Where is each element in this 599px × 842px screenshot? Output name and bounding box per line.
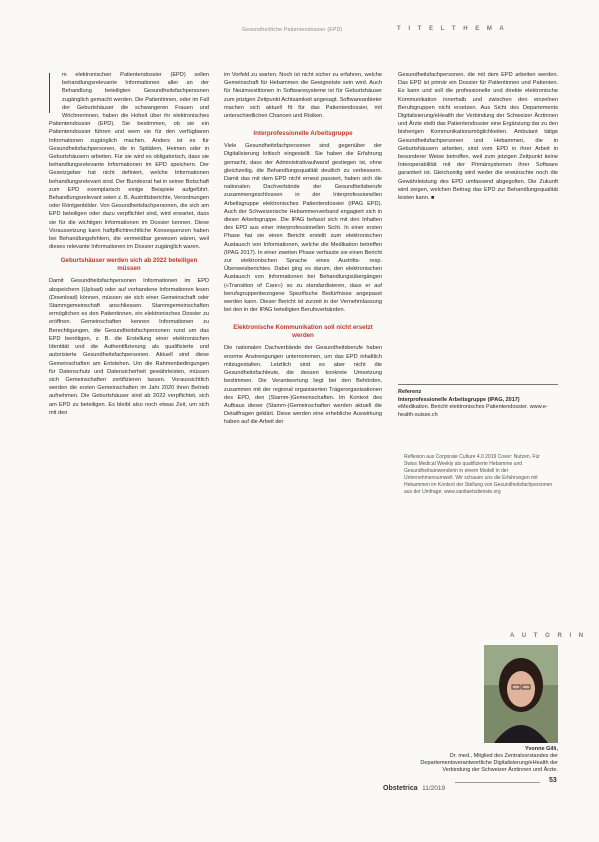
author-photo bbox=[484, 645, 558, 743]
reference-text: eMedikation. Bericht elektronisches Patientendossier. www.e-health-suisse.ch bbox=[398, 404, 548, 418]
section-heading-kommunikation: Elektronische Kommunikation soll nicht ersetzt werden bbox=[233, 324, 373, 340]
column-1 bbox=[49, 71, 209, 417]
publication-name: Obstetrica bbox=[383, 785, 418, 792]
footer-rule bbox=[455, 782, 540, 783]
reference-title: Interprofessionelle Arbeitsgruppe (IPAG, 2017) bbox=[398, 396, 520, 403]
page-number: 53 bbox=[549, 777, 557, 784]
drop-cap-line bbox=[49, 73, 58, 113]
running-title: Gesundheitliche Patientendossier (EPD) bbox=[242, 27, 343, 33]
body-paragraph: Gesundheitsfachpersonen, die mit dem EPD arbeiten werden. Das EPD ist primär ein Dossier für Patientinnen und Patienten. Es kann und soll die professionelle und direkte elektronische Kommunikation innerhalb und zwischen den einzelnen Berufsgruppen nicht ersetzen. Aus Sicht des Departements Digitalisierung/eHealth der Verbindung der Schweizer Ärztinnen und Ärzte stellt das Patientendossier eine Ergänzung dar zu den bisherigen Kommunikationsmöglichkeiten. Ambulant tätige Gesundheitsfachpersonen und Hebammen, die in Geburtshäusern arbeiten, sind vom EPD in ihrer Arbeit in besonderer Weise betroffen, weil zum jetzigen Zeitpunkt keine Interoperabilität mit der Primärsystemen ihrer Software garantiert ist. Gleichzeitig wird weder die erwünschte noch die Gewährleistung des EPD umfassend abgegolten. Die Zukunft wird zeigen, welchen Beitrag das EPD zur Behandlungsqualität leisten kann. ■ bbox=[398, 72, 558, 202]
section-heading-ipag: Interprofessionelle Arbeitsgruppe bbox=[253, 130, 353, 138]
column-2 bbox=[224, 71, 382, 427]
section-label: T I T E L T H E M A bbox=[397, 26, 507, 32]
footer-publication bbox=[383, 777, 445, 795]
body-paragraph: Viele Gesundheitsfachpersonen sind gegenüber der Digitalisierung kritisch eingestellt. Sie haben die Erfahrung gemacht, dass der Administrativaufwand gestiegen ist, ohne gleichzeitig, die Behandlungsqualität deutlich zu verbessern. Damit das mit dem EPD nicht erneut passiert, haben sich die nationalen Dachverbände der Gesundheitsberufe zusammengeschlossen in der Interprofessionellen Arbeitsgruppe elektronisches Patientendossier (IPAG EPD). Auch der Schweizerische Hebammenverband engagiert sich in dieser Arbeitsgruppe. Die IPAG befasst sich mit den Inhalten des EPD aus einer interprofessionellen Sicht. In einer ersten Phase hat sie einen Bericht erstellt zum elektronischen Austausch von Informationen, welche die Medikation betreffen (IPAG 2017). In einer zweiten Phase verfasste sie einen Bericht zur elektronischen Sprache eines Austritts- resp. Überweisberichtes. Dabei ging es darum, den elektronischen Austausch von Informationen bei Behandlungsübergängen («Transition of Care») so zu standardisieren, dass er auf berufsgruppenbezogene Spezifische Bedürfnisse angepasst werden kann. Dieser Bericht ist zurzeit in der Vernehmlassung bei den in der IPAG beteiligten Berufsverbänden. bbox=[224, 143, 382, 314]
reference-label: Referenz bbox=[398, 389, 422, 395]
issue-number: 11/2019 bbox=[422, 785, 446, 792]
column-3 bbox=[398, 71, 558, 202]
author-description: Dr. med., Mitglied des Zentralvorstandes der Departementsverantwortliche Digitalisierung/eHealth der Verbindung der Schweizer Ärztinnen und Ärzte. bbox=[420, 753, 558, 773]
author-caption bbox=[420, 746, 558, 774]
body-paragraph: Die nationalen Dachverbände der Gesundheitsberufe haben enorme Anstrengungen unternommen, um das EPD inhaltlich mitzugestalten. Letztlich sind es aber nicht die Gesundheitsfachleute, die dessen konkrete Umsetzung bestimmen. Die Verantwortung liegt bei den Behörden, zusammen mit der regional organisierten Trägerorganisationen des EPD, den (Stamm-)Gemeinschaften. Im Kontext des Aufbaus dieser (Stamm-)Gemeinschaften werden aktuell die Detailfragen geklärt. Diese werden eine erhebliche Auswirkung haben auf die Arbeit der bbox=[224, 345, 382, 426]
portrait-icon bbox=[484, 645, 558, 743]
note-box bbox=[404, 454, 554, 496]
reference-divider bbox=[398, 384, 558, 385]
note-text: Reflexion aus Corporate Culture 4.0 2019 Cover: Nutzen. Für Swiss Medical Weekly als qualifizierte Hebamme und Gesundheitsanwenderin in einem Modell in der Unternehmensumwelt. Wir schauen uns die Erfahrungen mit Hebammen im Kontext der Stellung von Gesundheitsfachpersonen aus der Umfrage: www.sanitaetsdienste.org bbox=[404, 454, 553, 495]
reference-block bbox=[398, 389, 558, 419]
body-paragraph: im Vorfeld zu warten. Noch ist nicht sicher zu erfahren, welche Gemeinschaft für Hebammen die Geeignetste sein wird. Auch für Neuinvestitionen in Softwaresysteme ist für Geburtshäuser zum jetzigen Zeitpunkt Achtsamkeit angesagt. Softwareanbieter machen sich aktuell fit für das Patientendossier, mit unterschiedlichen Chancen und Risiken. bbox=[224, 72, 382, 120]
section-heading-geburtshaeuser: Geburtshäuser werden sich ab 2022 beteiligen müssen bbox=[60, 257, 198, 273]
body-paragraph: Damit Gesundheitsfachpersonen Informationen im EPD abspeichern (Upload) oder auf vorhandene Informationen lesen (Download) können, müssen sie sich einer Gemeinschaft oder Stammgemeinschaft anschliessen. Stammgemeinschaften ermöglichen es den Patientinnen, ein elektronisches Dossier zu eröffnen. Gemeinschaften kennen Informationen zu Berechtigungen, die Gesundheitsfachpersonen rund um das EPD benötigen, z. B. die Erstellung einer elektronischen Identität und die Authentifizierung als qualifizierte und autorisierte Gesundheitsfachpersonen. Aktuell sind diese Gemeinschaften am Entstehen. Um die Rahmenbedingungen für Datenschutz und Datensicherheit gewährleisten, müssen sich Gemeinschaften zertifizieren lassen. Voraussichtlich werden die ersten Gemeinschaften im Jahr 2020 ihren Betrieb aufnehmen. Die Geburtshäuser sind ab 2022 verpflichtet, sich am EPD zu beteiligen. Es bleibt also noch etwas Zeit, um sich mit den bbox=[49, 278, 209, 416]
author-label: A U T O R I N bbox=[510, 633, 587, 639]
intro-paragraph: m elektronischen Patientendossier (EPD) sollen behandlungsrelevante Informationen aller an der Behandlung beteiligten Gesundheitsfachpersonen zugänglich gemacht werden. Die Patientinnen, oder im Fall der Geburtshäuser die schwangeren Frauen und Wöchnerinnen, haben die Hoheit über ihr elektronisches Patientendossier (EPD). Sie bestimmen, ob sie ein Patientendossier führen und wem sie für den verfügbaren Informationen zugänglich machen. Anders ist es für Gesundheitsfachpersonen, die in Spitälern, Heimen oder in Geburtshäusern arbeiten. Für sie wird es obligatorisch, dass sie behandlungsrelevante Informationen im EPD speichern. Der Gesetzgeber hat nicht definiert, welche Informationen behandlungsrelevant sind. Der Bundesrat hat in seiner Botschaft zum EPD exemplarisch einige Beispiele aufgeführt. Behandlungsrelevant seien z. B. Austrittsberichte, Verordnungen oder Röntgenbilder. Von Gesundheitsfachpersonen, die sich am EPD beteiligen oder dazu verpflichtet sind, wird erwartet, dass sie für die wichtigen Informationen im Dossier kennen. Diese Voraussetzung kann haftpflichtrechtliche Konsequenzen haben bei Behandlungsfehlern, die vermeidbar gewesen wären, weil dieses relevante Informationen im Dossier zugänglich waren. bbox=[49, 72, 209, 251]
author-name: Yvonne Gilli, bbox=[524, 746, 558, 752]
